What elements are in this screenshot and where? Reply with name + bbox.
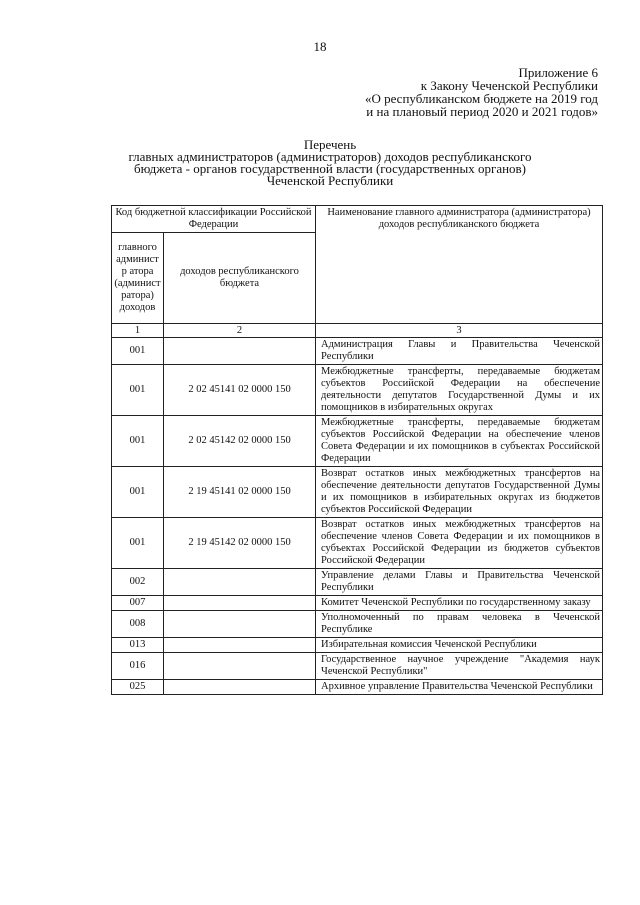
appendix-header [365,66,598,118]
admin-code-cell: 025 [112,680,164,695]
administrator-name-cell: Государственное научное учреждение "Академия наук Чеченской Республики" [316,653,603,680]
title-line: Чеченской Республики [266,173,394,188]
income-code-cell [164,680,316,695]
income-code-cell [164,638,316,653]
table-row [112,416,603,467]
title-line: главных администраторов (администраторов) доходов республиканского [128,149,532,164]
administrator-name-cell: Избирательная комиссия Чеченской Республики [316,638,603,653]
title-line: Перечень [303,137,357,152]
administrator-name-cell: Межбюджетные трансферты, передаваемые бюджетам субъектов Российской Федерации на обеспечение деятельности депутатов Государственной Думы и их помощников в избирательных округах [316,365,603,416]
table-row [112,596,603,611]
page-number: 18 [313,39,327,54]
administrator-name-cell: Архивное управление Правительства Чеченской Республики [316,680,603,695]
income-code-cell [164,653,316,680]
header-code: Код бюджетной классификации Российской Федерации [112,206,316,233]
header-name: Наименование главного администратора (администратора) доходов республиканского бюджета [316,206,603,324]
admin-code-cell: 001 [112,365,164,416]
administrator-name-cell: Возврат остатков иных межбюджетных трансфертов на обеспечение деятельности депутатов Государственной Думы и их помощников в избирательных округах из бюджетов субъектов Российской Федерации [316,467,603,518]
table-row [112,611,603,638]
income-code-cell [164,611,316,638]
column-number: 3 [316,324,603,338]
appendix-line: Приложение 6 [518,65,598,80]
admin-code-cell: 001 [112,416,164,467]
document-title [60,139,600,187]
admin-code-cell: 001 [112,467,164,518]
table-row [112,569,603,596]
title-line: бюджета - органов государственной власти (государственных органов) [133,161,527,176]
column-number: 2 [164,324,316,338]
appendix-line: «О республиканском бюджете на 2019 год [364,91,598,106]
administrators-table [111,205,603,695]
table-row [112,638,603,653]
income-code-cell [164,596,316,611]
income-code-cell [164,338,316,365]
admin-code-cell: 016 [112,653,164,680]
administrator-name-cell: Управление делами Главы и Правительства Чеченской Республики [316,569,603,596]
admin-code-cell: 007 [112,596,164,611]
income-code-cell: 2 02 45141 02 0000 150 [164,365,316,416]
administrator-name-cell: Возврат остатков иных межбюджетных трансфертов на обеспечение членов Совета Федерации и их помощников в субъектах Российской Федерации из бюджетов субъектов Российской Федерации [316,518,603,569]
income-code-cell: 2 19 45142 02 0000 150 [164,518,316,569]
admin-code-cell: 008 [112,611,164,638]
administrator-name-cell: Межбюджетные трансферты, передаваемые бюджетам субъектов Российской Федерации на обеспечение членов Совета Федерации и их помощников в субъектах Российской Федерации [316,416,603,467]
table-header-row [112,206,603,233]
table-row [112,653,603,680]
table-row [112,518,603,569]
table-row [112,680,603,695]
appendix-line: к Закону Чеченской Республики [420,78,598,93]
administrator-name-cell: Комитет Чеченской Республики по государственному заказу [316,596,603,611]
appendix-line: и на плановый период 2020 и 2021 годов» [366,104,598,119]
admin-code-cell: 002 [112,569,164,596]
income-code-cell [164,569,316,596]
admin-code-cell: 001 [112,338,164,365]
column-number: 1 [112,324,164,338]
column-number-row [112,324,603,338]
admin-code-cell: 001 [112,518,164,569]
administrator-name-cell: Администрация Главы и Правительства Чеченской Республики [316,338,603,365]
table-row [112,365,603,416]
administrator-name-cell: Уполномоченный по правам человека в Чеченской Республике [316,611,603,638]
header-income: доходов республиканского бюджета [164,233,316,324]
admin-code-cell: 013 [112,638,164,653]
header-admin: главного администр атора (админист ратора) доходов [112,233,164,324]
table-row [112,467,603,518]
income-code-cell: 2 19 45141 02 0000 150 [164,467,316,518]
table-row [112,338,603,365]
income-code-cell: 2 02 45142 02 0000 150 [164,416,316,467]
